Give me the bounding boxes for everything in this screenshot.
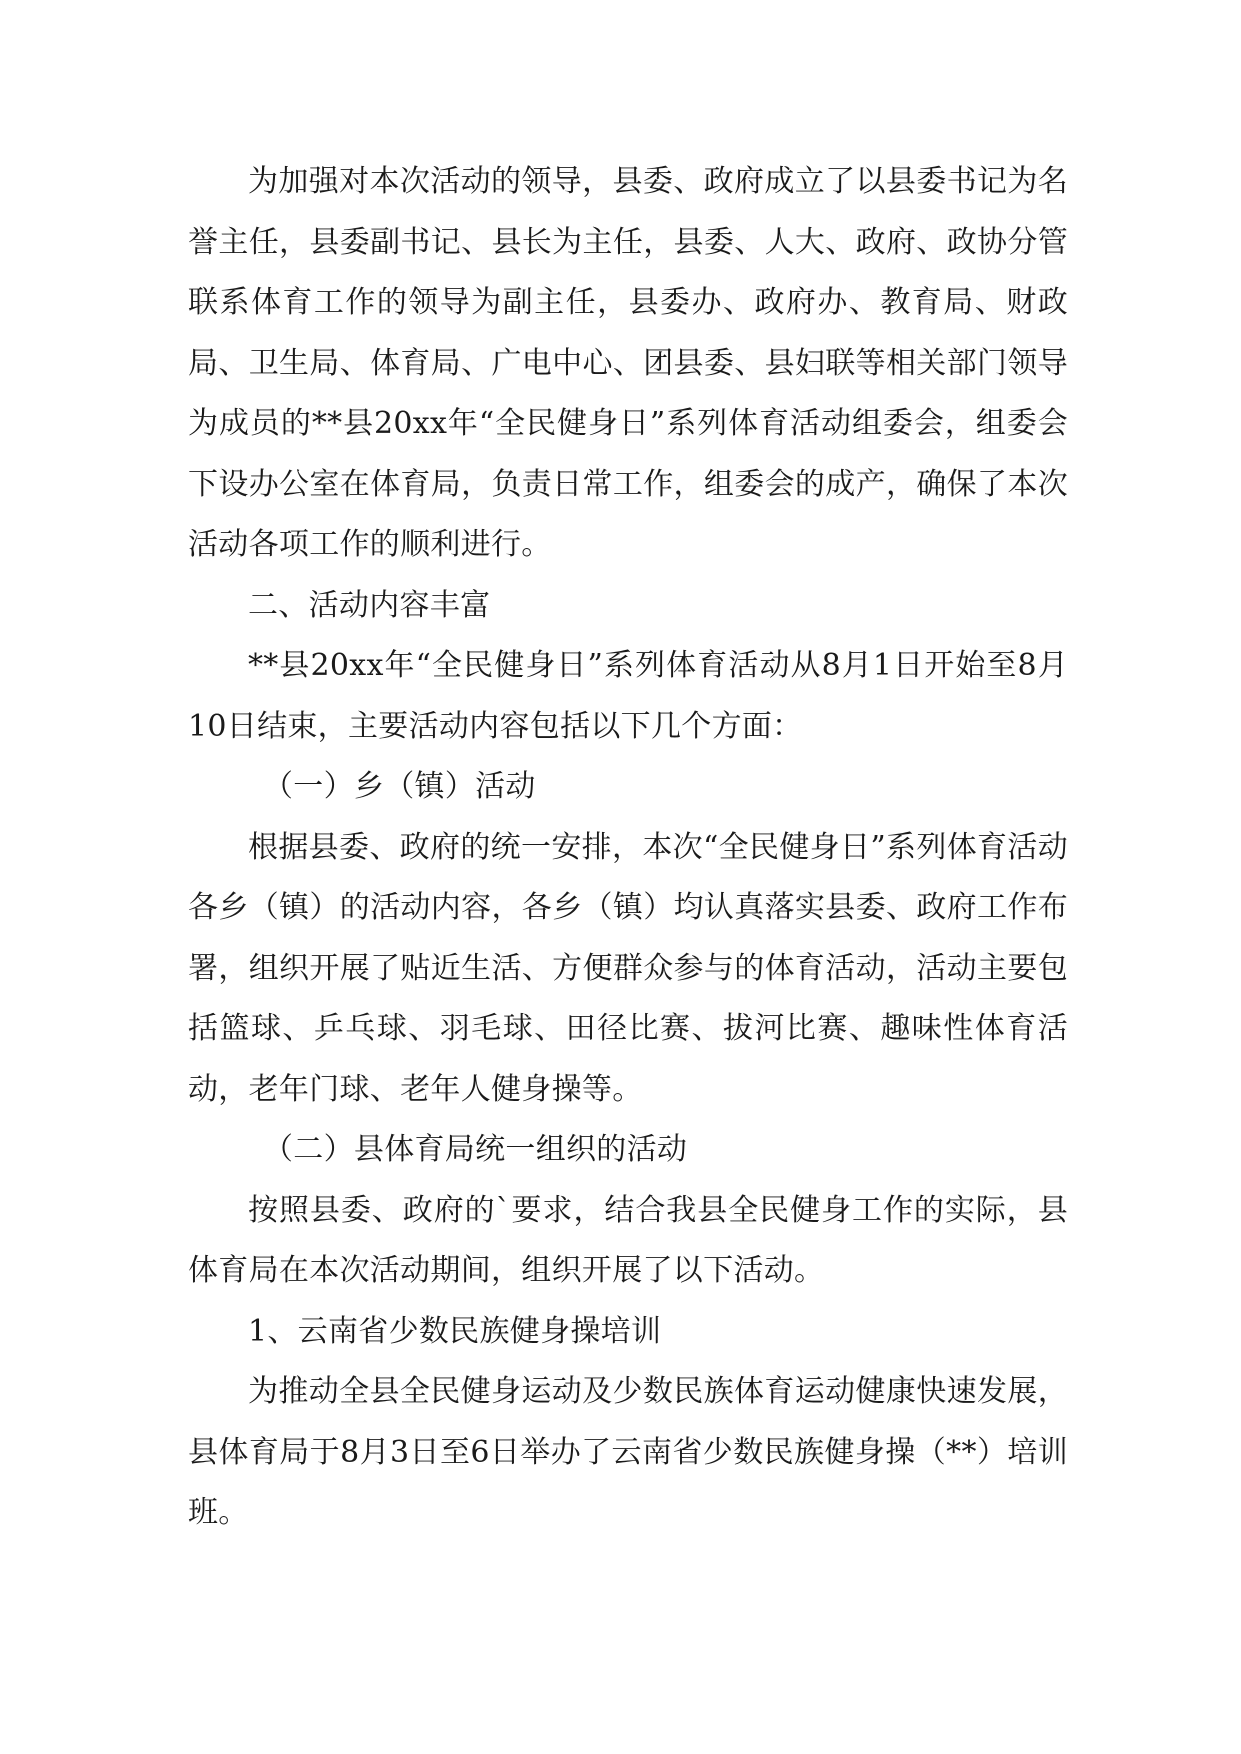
paragraph-training: 为推动全县全民健身运动及少数民族体育运动健康快速发展，县体育局于8月3日至6日举办了云南省少数民族健身操（**）培训班。 xyxy=(188,1374,1068,1530)
document-body xyxy=(188,152,1068,1544)
item-heading-training: 1、云南省少数民族健身操培训 xyxy=(248,1313,662,1349)
section-heading-activities: 二、活动内容丰富 xyxy=(248,587,491,623)
paragraph-township-activities: 根据县委、政府的统一安排，本次“全民健身日”系列体育活动各乡（镇）的活动内容，各乡（镇）均认真落实县委、政府工作布署，组织开展了贴近生活、方便群众参与的体育活动，活动主要包括篮球、乒乓球、羽毛球、田径比赛、拔河比赛、趣味性体育活动，老年门球、老年人健身操等。 xyxy=(188,829,1068,1107)
paragraph-sports-bureau: 按照县委、政府的`要求，结合我县全民健身工作的实际，县体育局在本次活动期间，组织开展了以下活动。 xyxy=(188,1192,1068,1288)
paragraph-leadership: 为加强对本次活动的领导，县委、政府成立了以县委书记为名誉主任，县委副书记、县长为主任，县委、人大、政府、政协分管联系体育工作的领导为副主任，县委办、政府办、教育局、财政局、卫生局、体育局、广电中心、团县委、县妇联等相关部门领导为成员的**县20xx年“全民健身日”系列体育活动组委会，组委会下设办公室在体育局，负责日常工作，组委会的成产，确保了本次活动各项工作的顺利进行。 xyxy=(188,164,1068,562)
subsection-heading-township: （一）乡（镇）活动 xyxy=(263,769,536,804)
subsection-heading-sports-bureau: （二）县体育局统一组织的活动 xyxy=(263,1132,688,1167)
paragraph-activity-overview: **县20xx年“全民健身日”系列体育活动从8月1日开始至8月10日结束，主要活动内容包括以下几个方面： xyxy=(188,648,1068,744)
